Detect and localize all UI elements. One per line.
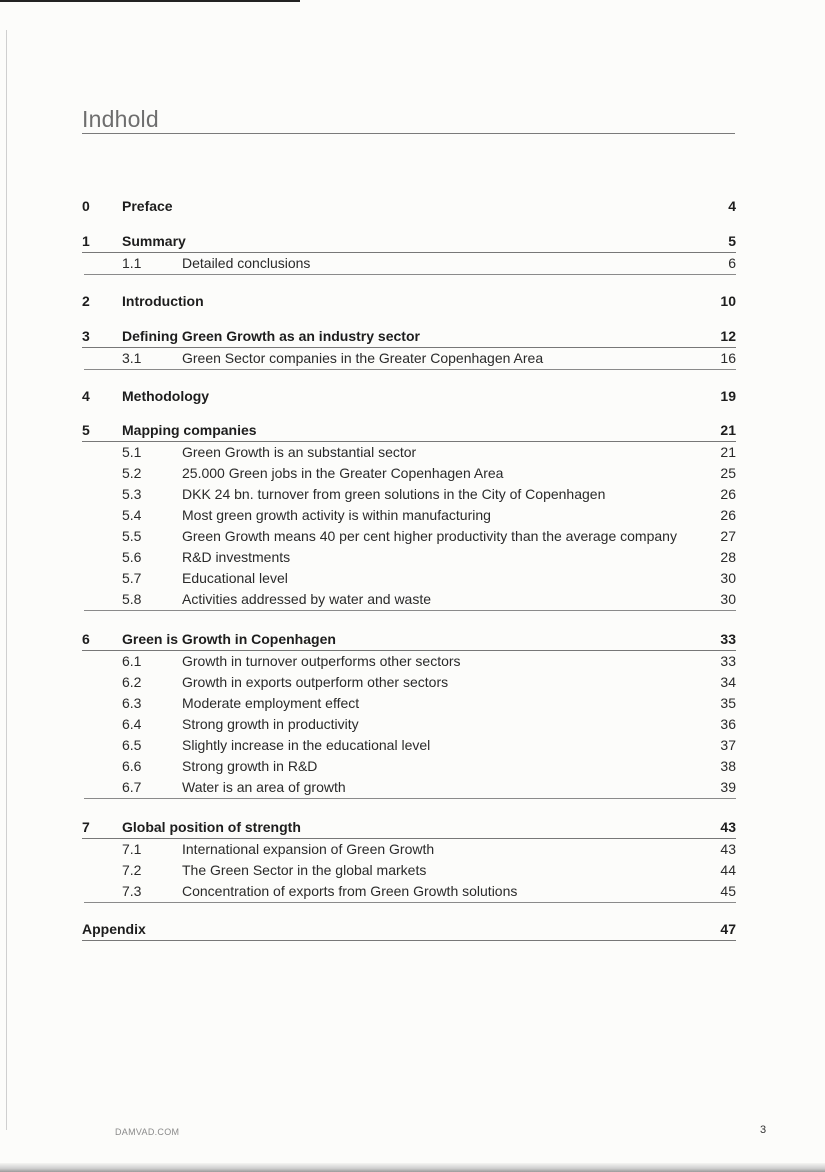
subsection-number: 6.5	[122, 737, 142, 753]
subsection-page: 25	[720, 465, 736, 481]
subsection-page: 36	[720, 716, 736, 732]
chapter-page: 21	[720, 422, 736, 438]
toc-subsection[interactable]	[84, 253, 736, 274]
subsection-number: 6.4	[122, 716, 142, 732]
toc-subsection[interactable]	[84, 526, 736, 547]
subsection-number: 5.4	[122, 507, 142, 523]
chapter-title: Methodology	[122, 388, 210, 404]
chapter-number: 1	[82, 233, 90, 249]
toc-subsection[interactable]	[84, 714, 736, 735]
chapter-title: Summary	[122, 233, 186, 249]
subsection-page: 6	[728, 255, 736, 271]
chapter-page: 33	[720, 631, 736, 647]
subsection-page: 21	[720, 444, 736, 460]
subsection-page: 43	[720, 841, 736, 857]
toc-subsection[interactable]	[84, 547, 736, 568]
subsection-page: 33	[720, 653, 736, 669]
subsection-page: 34	[720, 674, 736, 690]
chapter-number: 6	[82, 631, 90, 647]
toc-subsection[interactable]	[84, 484, 736, 505]
toc-chapter[interactable]	[82, 419, 736, 442]
subsection-number: 7.3	[122, 883, 142, 899]
subsection-title: International expansion of Green Growth	[182, 841, 435, 857]
subsection-number: 6.7	[122, 779, 142, 795]
subsection-number: 5.1	[122, 444, 142, 460]
chapter-number: 4	[82, 388, 90, 404]
subsection-number: 1.1	[122, 255, 142, 271]
chapter-number: 3	[82, 328, 90, 344]
subsection-number: 5.5	[122, 528, 142, 544]
toc-chapter[interactable]	[82, 325, 736, 348]
subsection-number: 5.2	[122, 465, 142, 481]
subsection-number: 6.6	[122, 758, 142, 774]
toc-subsection[interactable]	[84, 881, 736, 902]
chapter-title: Mapping companies	[122, 422, 257, 438]
chapter-page: 47	[720, 921, 736, 937]
toc-subsection-list	[84, 442, 736, 611]
toc-chapter[interactable]	[82, 230, 736, 253]
toc-subsection[interactable]	[84, 651, 736, 672]
toc-chapter[interactable]	[82, 918, 736, 941]
toc-subsection-list	[84, 253, 736, 275]
toc-subsection[interactable]	[84, 860, 736, 881]
subsection-title: The Green Sector in the global markets	[182, 862, 427, 878]
subsection-title: Green Growth is an substantial sector	[182, 444, 417, 460]
chapter-title: Introduction	[122, 293, 204, 309]
subsection-number: 3.1	[122, 350, 142, 366]
subsection-number: 5.3	[122, 486, 142, 502]
subsection-page: 37	[720, 737, 736, 753]
scan-edge-top	[0, 0, 300, 2]
subsection-title: Green Growth means 40 per cent higher productivity than the average company	[182, 528, 677, 544]
toc-subsection[interactable]	[84, 777, 736, 798]
page-title: Indhold	[82, 106, 159, 132]
chapter-title: Global position of strength	[122, 819, 301, 835]
subsection-page: 38	[720, 758, 736, 774]
title-divider	[82, 133, 735, 134]
subsection-page: 26	[720, 486, 736, 502]
chapter-number: 0	[82, 198, 90, 214]
subsection-number: 7.2	[122, 862, 142, 878]
subsection-page: 30	[720, 591, 736, 607]
subsection-title: 25.000 Green jobs in the Greater Copenhagen Area	[182, 465, 504, 481]
toc-subsection-list	[84, 651, 736, 799]
table-of-contents	[82, 195, 736, 941]
toc-subsection[interactable]	[84, 442, 736, 463]
chapter-page: 10	[720, 293, 736, 309]
subsection-title: Moderate employment effect	[182, 695, 360, 711]
toc-subsection[interactable]	[84, 589, 736, 610]
footer-page-number: 3	[760, 1124, 767, 1136]
subsection-number: 5.6	[122, 549, 142, 565]
chapter-title: Green is Growth in Copenhagen	[122, 631, 336, 647]
subsection-title: Educational level	[182, 570, 288, 586]
toc-subsection[interactable]	[84, 672, 736, 693]
chapter-title: Defining Green Growth as an industry sector	[122, 328, 420, 344]
chapter-page: 43	[720, 819, 736, 835]
toc-subsection[interactable]	[84, 568, 736, 589]
chapter-title: Appendix	[82, 921, 146, 937]
toc-chapter[interactable]	[82, 816, 736, 839]
subsection-title: Growth in exports outperform other sectors	[182, 674, 449, 690]
subsection-title: Green Sector companies in the Greater Copenhagen Area	[182, 350, 544, 366]
toc-chapter[interactable]	[82, 628, 736, 651]
subsection-page: 27	[720, 528, 736, 544]
scan-edge-left	[6, 30, 7, 1130]
subsection-title: Most green growth activity is within manufacturing	[182, 507, 491, 523]
toc-subsection-list	[84, 839, 736, 903]
toc-subsection-list	[84, 348, 736, 370]
subsection-title: Water is an area of growth	[182, 779, 346, 795]
subsection-page: 28	[720, 549, 736, 565]
chapter-page: 4	[728, 198, 736, 214]
subsection-number: 7.1	[122, 841, 142, 857]
subsection-page: 26	[720, 507, 736, 523]
subsection-title: Growth in turnover outperforms other sectors	[182, 653, 461, 669]
toc-subsection[interactable]	[84, 693, 736, 714]
subsection-title: Strong growth in productivity	[182, 716, 359, 732]
subsection-number: 5.7	[122, 570, 142, 586]
toc-subsection[interactable]	[84, 735, 736, 756]
subsection-title: DKK 24 bn. turnover from green solutions in the City of Copenhagen	[182, 486, 606, 502]
toc-subsection[interactable]	[84, 756, 736, 777]
subsection-page: 39	[720, 779, 736, 795]
subsection-number: 6.1	[122, 653, 142, 669]
subsection-title: Concentration of exports from Green Growth solutions	[182, 883, 518, 899]
subsection-page: 35	[720, 695, 736, 711]
subsection-title: Slightly increase in the educational level	[182, 737, 431, 753]
subsection-title: Strong growth in R&D	[182, 758, 318, 774]
scan-edge-bottom	[0, 1163, 825, 1172]
toc-chapter[interactable]	[82, 195, 736, 217]
subsection-title: R&D investments	[182, 549, 291, 565]
chapter-number: 2	[82, 293, 90, 309]
subsection-page: 30	[720, 570, 736, 586]
toc-subsection[interactable]	[84, 839, 736, 860]
subsection-number: 6.2	[122, 674, 142, 690]
subsection-number: 5.8	[122, 591, 142, 607]
footer-site: DAMVAD.COM	[115, 1127, 180, 1137]
toc-chapter[interactable]	[82, 290, 736, 312]
toc-subsection[interactable]	[84, 463, 736, 484]
subsection-page: 44	[720, 862, 736, 878]
subsection-title: Activities addressed by water and waste	[182, 591, 432, 607]
chapter-page: 12	[720, 328, 736, 344]
toc-subsection[interactable]	[84, 505, 736, 526]
subsection-page: 45	[720, 883, 736, 899]
chapter-page: 5	[728, 233, 736, 249]
chapter-number: 7	[82, 819, 90, 835]
subsection-page: 16	[720, 350, 736, 366]
subsection-title: Detailed conclusions	[182, 255, 311, 271]
toc-chapter[interactable]	[82, 385, 736, 407]
toc-subsection[interactable]	[84, 348, 736, 369]
chapter-page: 19	[720, 388, 736, 404]
chapter-number: 5	[82, 422, 90, 438]
chapter-title: Preface	[122, 198, 173, 214]
subsection-number: 6.3	[122, 695, 142, 711]
